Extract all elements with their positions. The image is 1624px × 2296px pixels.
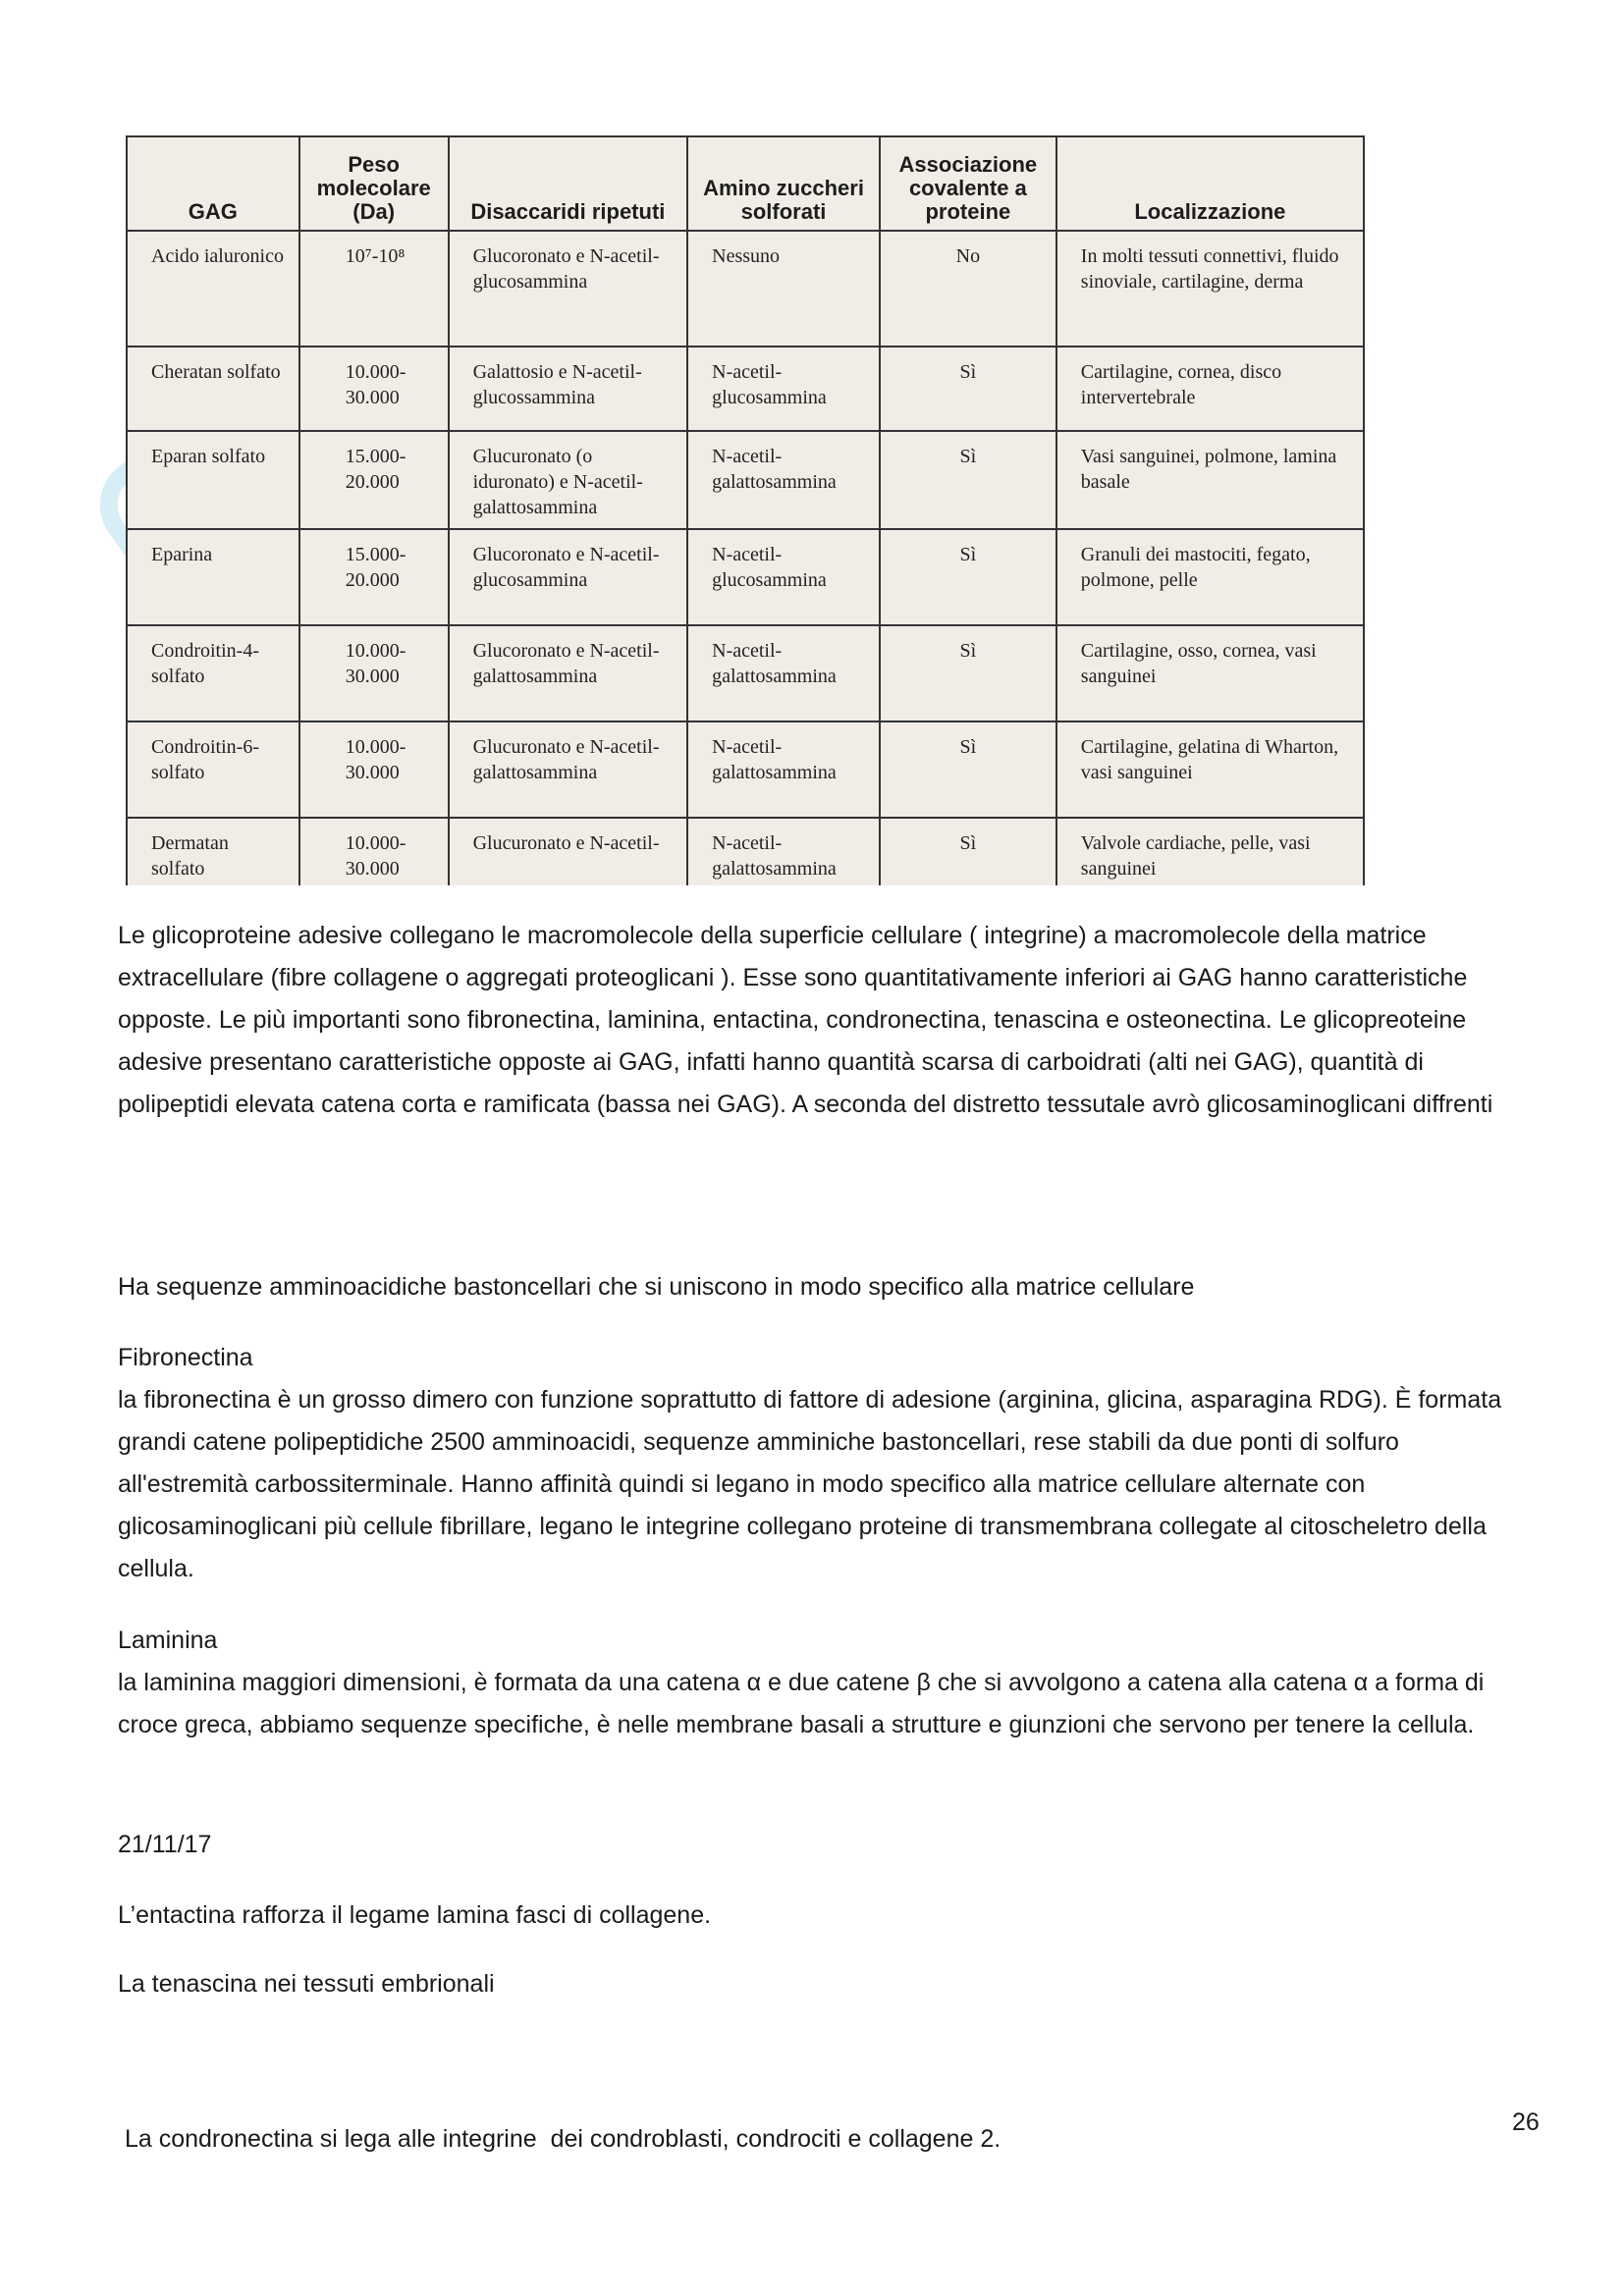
header-amino-zuccheri: Amino zuccheri solforati <box>687 136 880 231</box>
table-cell: Acido ialuronico <box>127 231 299 347</box>
table-cell: N-acetil-galattosammina <box>687 818 880 885</box>
table-cell: N-acetil-galattosammina <box>687 721 880 818</box>
section-laminina <box>118 1620 1532 1746</box>
table-cell: N-acetil-galattosammina <box>687 625 880 721</box>
tenascina-text: La tenascina nei tessuti embrionali <box>118 1970 495 1998</box>
table-cell: Granuli dei mastociti, fegato, polmone, pelle <box>1056 529 1364 625</box>
header-associazione: Associazione covalente a proteine <box>880 136 1056 231</box>
table-cell: 10.000-30.000 <box>299 721 449 818</box>
table-cell: Glucoronato e N-acetil-glucosammina <box>449 231 688 347</box>
table-cell: Cheratan solfato <box>127 347 299 431</box>
intro-paragraph <box>118 915 1532 1126</box>
table-row <box>127 818 1364 885</box>
table-row <box>127 721 1364 818</box>
table-cell: 15.000-20.000 <box>299 529 449 625</box>
page-number: 26 <box>1512 2109 1540 2136</box>
paragraph-laminina: la laminina maggiori dimensioni, è formata da una catena α e due catene β che si avvolgono a catena alla catena α a forma di croce greca, abbiamo sequenze specifiche, è nelle membrane basali a strutture e giunzioni che servono per tenere la cellula. <box>118 1669 1485 1738</box>
table-row <box>127 347 1364 431</box>
table-cell: N-acetil-glucosammina <box>687 347 880 431</box>
table-cell: 15.000-20.000 <box>299 431 449 529</box>
header-localizzazione: Localizzazione <box>1056 136 1364 231</box>
header-disaccaridi: Disaccaridi ripetuti <box>449 136 688 231</box>
table-cell: Eparan solfato <box>127 431 299 529</box>
table-cell: Condroitin-6-solfato <box>127 721 299 818</box>
paragraph-sequenze <box>118 1266 1532 1308</box>
table-cell: N-acetil-galattosammina <box>687 431 880 529</box>
table-cell: Galattosio e N-acetil-glucossammina <box>449 347 688 431</box>
header-peso: Peso molecolare (Da) <box>299 136 449 231</box>
table-cell: Glucoronato e N-acetil-glucosammina <box>449 529 688 625</box>
gag-table-scan <box>126 135 1365 885</box>
table-header-row <box>127 136 1364 231</box>
table-row <box>127 625 1364 721</box>
table-cell: 10.000-30.000 <box>299 625 449 721</box>
table-cell: Sì <box>880 347 1056 431</box>
table-cell: Glucuronato (o iduronato) e N-acetil-galattosammina <box>449 431 688 529</box>
table-cell: Vasi sanguinei, polmone, lamina basale <box>1056 431 1364 529</box>
date-line <box>118 1824 1532 1866</box>
paragraph-fibronectina: la fibronectina è un grosso dimero con funzione soprattutto di fattore di adesione (arginina, glicina, asparagina RDG). È formata grandi catene polipeptidiche 2500 amminoacidi, sequenze amminiche bastoncellari, rese stabili da due ponti di solfuro all'estremità carbossiterminale. Hanno affinità quindi si legano in modo specifico alla matrice cellulare alternate con glicosaminoglicani più cellule fibrillare, legano le integrine collegano proteine di transmembrana collegate al citoscheletro della cellula. <box>118 1386 1502 1582</box>
table-cell: Condroitin-4-solfato <box>127 625 299 721</box>
table-cell: Dermatan solfato <box>127 818 299 885</box>
table-cell: Glucoronato e N-acetil-galattosammina <box>449 625 688 721</box>
table-row <box>127 431 1364 529</box>
date-text: 21/11/17 <box>118 1831 212 1858</box>
condronectina-text: La condronectina si lega alle integrine dei condroblasti, condrociti e collagene 2. <box>118 2125 1001 2153</box>
table-cell: Nessuno <box>687 231 880 347</box>
table-cell: 10.000-30.000 <box>299 818 449 885</box>
table-cell: Sì <box>880 721 1056 818</box>
table-cell: Sì <box>880 529 1056 625</box>
table-cell: In molti tessuti connettivi, fluido sinoviale, cartilagine, derma <box>1056 231 1364 347</box>
table-cell: 10.000-30.000 <box>299 347 449 431</box>
tenascina-line <box>118 1963 1532 2005</box>
paragraph-text: Ha sequenze amminoacidiche bastoncellari che si uniscono in modo specifico alla matrice cellulare <box>118 1273 1195 1301</box>
table-cell: Valvole cardiache, pelle, vasi sanguinei <box>1056 818 1364 885</box>
table-cell: No <box>880 231 1056 347</box>
table-cell: Eparina <box>127 529 299 625</box>
table-cell: Glucuronato e N-acetil- <box>449 818 688 885</box>
table-cell: 10⁷-10⁸ <box>299 231 449 347</box>
heading-fibronectina: Fibronectina <box>118 1344 253 1371</box>
section-fibronectina <box>118 1337 1532 1590</box>
table-cell: Glucuronato e N-acetil-galattosammina <box>449 721 688 818</box>
condronectina-line <box>118 2034 1532 2203</box>
table-row <box>127 529 1364 625</box>
paragraph-glicoproteine: Le glicoproteine adesive collegano le macromolecole della superficie cellulare ( integrine) a macromolecole della matrice extracellulare (fibre collagene o aggregati proteoglicani ). Esse sono quantitativamente inferiori ai GAG hanno caratteristiche opposte. Le più importanti sono fibronectina, laminina, entactina, condronectina, tenascina e osteonectina. Le glicopreoteine adesive presentano caratteristiche opposte ai GAG, infatti hanno quantità scarsa di carboidrati (alti nei GAG), quantità di polipeptidi elevata catena corta e ramificata (bassa nei GAG). A seconda del distretto tessutale avrò glicosaminoglicani diffrenti <box>118 922 1493 1118</box>
entactina-line <box>118 1895 1532 1937</box>
gag-table <box>126 135 1365 885</box>
entactina-text: L’entactina rafforza il legame lamina fasci di collagene. <box>118 1901 712 1929</box>
header-gag: GAG <box>127 136 299 231</box>
table-cell: Cartilagine, cornea, disco intervertebrale <box>1056 347 1364 431</box>
table-cell: N-acetil-glucosammina <box>687 529 880 625</box>
table-row <box>127 231 1364 347</box>
table-cell: Cartilagine, osso, cornea, vasi sanguinei <box>1056 625 1364 721</box>
heading-laminina: Laminina <box>118 1627 218 1654</box>
table-cell: Sì <box>880 625 1056 721</box>
table-cell: Sì <box>880 818 1056 885</box>
table-cell: Cartilagine, gelatina di Wharton, vasi sanguinei <box>1056 721 1364 818</box>
table-cell: Sì <box>880 431 1056 529</box>
